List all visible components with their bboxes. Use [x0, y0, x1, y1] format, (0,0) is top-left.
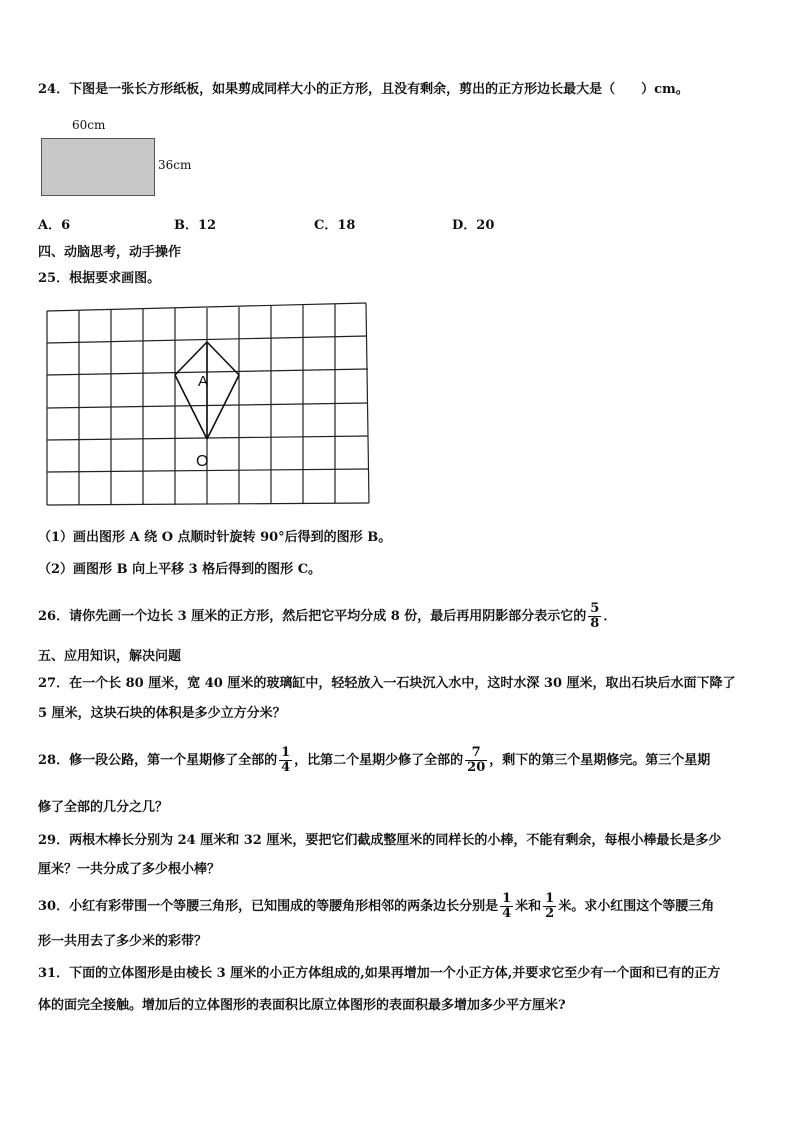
question-27-line-1: 27．在一个长 80 厘米，宽 40 厘米的玻璃缸中，轻轻放入一石块沉入水中，这时水深 30 厘米，取出石块后水面下降了: [38, 676, 736, 691]
question-30-line-2: 形一共用去了多少米的彩带？: [38, 934, 208, 949]
option-b: B．12: [174, 218, 217, 233]
question-25-text: 25．根据要求画图。: [38, 271, 161, 286]
rectangle-height-label: 36cm: [158, 158, 192, 172]
question-25-sub-2: （2）画图形 B 向上平移 3 格后得到的图形 C。: [38, 562, 322, 577]
point-a-label: A: [198, 373, 209, 390]
square-grid-figure: [44, 298, 384, 510]
question-28-line-1: 28．修一段公路，第一个星期修了全部的 $\frac{1}{4}$ ，比第二个星期少修了全部的 $\frac{7}{20}$ ，剩下的第三个星期修完。第三个星期: [38, 745, 711, 775]
question-30-line-1: 30．小红有彩带围一个等腰三角形，已知围成的等腰角形相邻的两条边长分别是 $\frac{1}{4}$ 米和 $\frac{1}{2}$ 米。求小红围这个等腰三角: [38, 891, 715, 921]
figure-a-kite: [175, 342, 239, 439]
option-a: A．6: [38, 218, 71, 233]
rectangle-width-label: 60cm: [72, 118, 106, 132]
section-4-heading: 四、动脑思考，动手操作: [38, 245, 182, 260]
question-26-text: 26．请你先画一个边长 3 厘米的正方形，然后把它平均分成 8 份，最后再用阴影部分表示它的 $\frac{5}{8}$ ．: [38, 601, 617, 631]
fraction-one-quarter-meter: $\frac{1}{4}$: [502, 891, 512, 921]
question-28-line-2: 修了全部的几分之几？: [38, 800, 169, 815]
question-31-line-2: 体的面完全接触。增加后的立体图形的表面积比原立体图形的表面积最多增加多少平方厘米?: [38, 998, 566, 1013]
question-25-sub-1: （1）画出图形 A 绕 O 点顺时针旋转 90°后得到的图形 B。: [38, 530, 392, 545]
question-27-line-2: 5 厘米，这块石块的体积是多少立方分米？: [38, 706, 286, 721]
grid-lines: [47, 303, 369, 505]
point-o-label: O: [196, 453, 209, 470]
question-29-line-2: 厘米？一共分成了多少根小棒？: [38, 862, 221, 877]
option-d: D．20: [452, 218, 495, 233]
fraction-one-quarter: $\frac{1}{4}$: [281, 745, 291, 775]
fraction-seven-twentieths: $\frac{7}{20}$: [467, 745, 486, 775]
option-c: C．18: [314, 218, 356, 233]
rectangle-cardboard-figure: [41, 138, 155, 196]
question-26-body: 26．请你先画一个边长 3 厘米的正方形，然后把它平均分成 8 份，最后再用阴影部分表示它的: [38, 609, 587, 624]
question-24-options: [38, 216, 538, 236]
fraction-one-half-meter: $\frac{1}{2}$: [545, 891, 555, 921]
question-31-line-1: 31．下面的立体图形是由棱长 3 厘米的小正方体组成的,如果再增加一个小正方体,并要求它至少有一个面和已有的正方: [38, 966, 721, 981]
question-29-line-1: 29．两根木棒长分别为 24 厘米和 32 厘米，要把它们截成整厘米的同样长的小棒，不能有剩余，每根小棒最长是多少: [38, 833, 722, 848]
section-5-heading: 五、应用知识，解决问题: [38, 649, 182, 664]
question-24-text: 24．下图是一张长方形纸板，如果剪成同样大小的正方形，且没有剩余，剪出的正方形边长最大是（ ）cm。: [38, 82, 689, 97]
fraction-five-eighths: $\frac{5}{8}$: [590, 601, 600, 631]
